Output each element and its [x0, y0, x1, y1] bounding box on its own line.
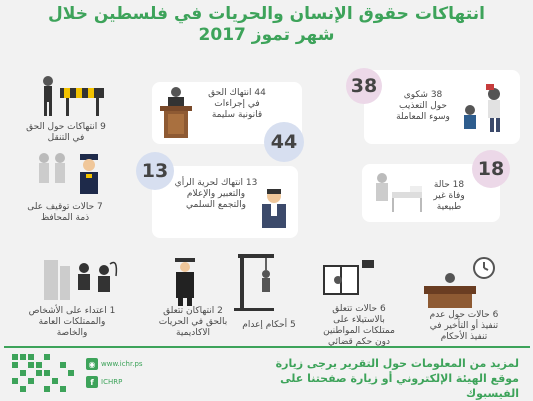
- torture-count-circle: [346, 68, 382, 104]
- property-text: 6 حالات تتعلق بالاستيلاء على ممتلكات المواطنين دون حكم قضائي: [323, 304, 395, 347]
- facebook-link[interactable]: [86, 376, 122, 388]
- due-process-count-circle: [264, 122, 304, 162]
- torture-text: 38 شكوى حول التعذيب وسوء المعاملة: [396, 90, 450, 122]
- police-officer-icon: [30, 150, 110, 200]
- gallows-icon: [232, 252, 282, 312]
- hospital-bed-icon: [366, 170, 426, 218]
- deaths-text: 18 حالة وفاة غير طبيعية: [433, 180, 465, 212]
- assault-text: 1 اعتداء على الأشخاص والممتلكات العامة والخاصة: [28, 306, 116, 338]
- torture-illustration-icon: [456, 80, 516, 140]
- torture-count: 38: [350, 75, 378, 97]
- facebook-handle: ICHRP: [101, 378, 123, 386]
- journalist-icon: [256, 186, 292, 232]
- confiscation-window-icon: [318, 256, 378, 306]
- facebook-icon: f: [86, 376, 98, 388]
- globe-icon: ◉: [86, 358, 98, 370]
- court-text: 6 حالات حول عدم تنفيذ أو التأخير في تنفيذ الأحكام: [429, 310, 499, 342]
- governor-text: 7 حالات توقيف على ذمة المحافظ: [27, 202, 103, 223]
- expression-count: 13: [141, 160, 169, 182]
- page-title: [0, 4, 533, 46]
- roadblock-icon: [34, 74, 108, 120]
- title-line-1: انتهاكات حقوق الإنسان والحريات في فلسطين خلال: [48, 4, 485, 24]
- ichr-logo-icon: [10, 352, 80, 394]
- judge-podium-icon: [156, 84, 196, 140]
- academic-text: 2 انتهاكان تتعلق بالحق في الحريات الاكاديمية: [158, 306, 228, 338]
- movement-text: 9 انتهاكات حول الحق في التنقل: [26, 122, 106, 143]
- deaths-count-circle: [472, 150, 510, 188]
- website-url: www.ichr.ps: [101, 360, 143, 368]
- website-link[interactable]: [86, 358, 143, 370]
- expression-text: 13 انتهاك لحرية الرأي والتعبير والإعلام والتجمع السلمي: [174, 178, 258, 210]
- court-building-clock-icon: [420, 256, 500, 310]
- footer-info-text: لمزيد من المعلومات حول التقرير يرجى زيارة موقع الهيئة الإلكتروني أو زيارة صفحتنا على الفيسبوك: [275, 357, 519, 400]
- due-process-count: 44: [270, 131, 298, 153]
- deaths-count: 18: [477, 158, 505, 180]
- graduate-icon: [170, 256, 200, 308]
- assault-icon: [40, 256, 120, 304]
- due-process-text: 44 انتهاك الحق في إجراءات قانونية سليمة: [208, 88, 266, 120]
- executions-text: 5 أحكام إعدام: [242, 320, 296, 330]
- title-line-2: شهر تموز 2017: [198, 25, 335, 45]
- expression-count-circle: [136, 152, 174, 190]
